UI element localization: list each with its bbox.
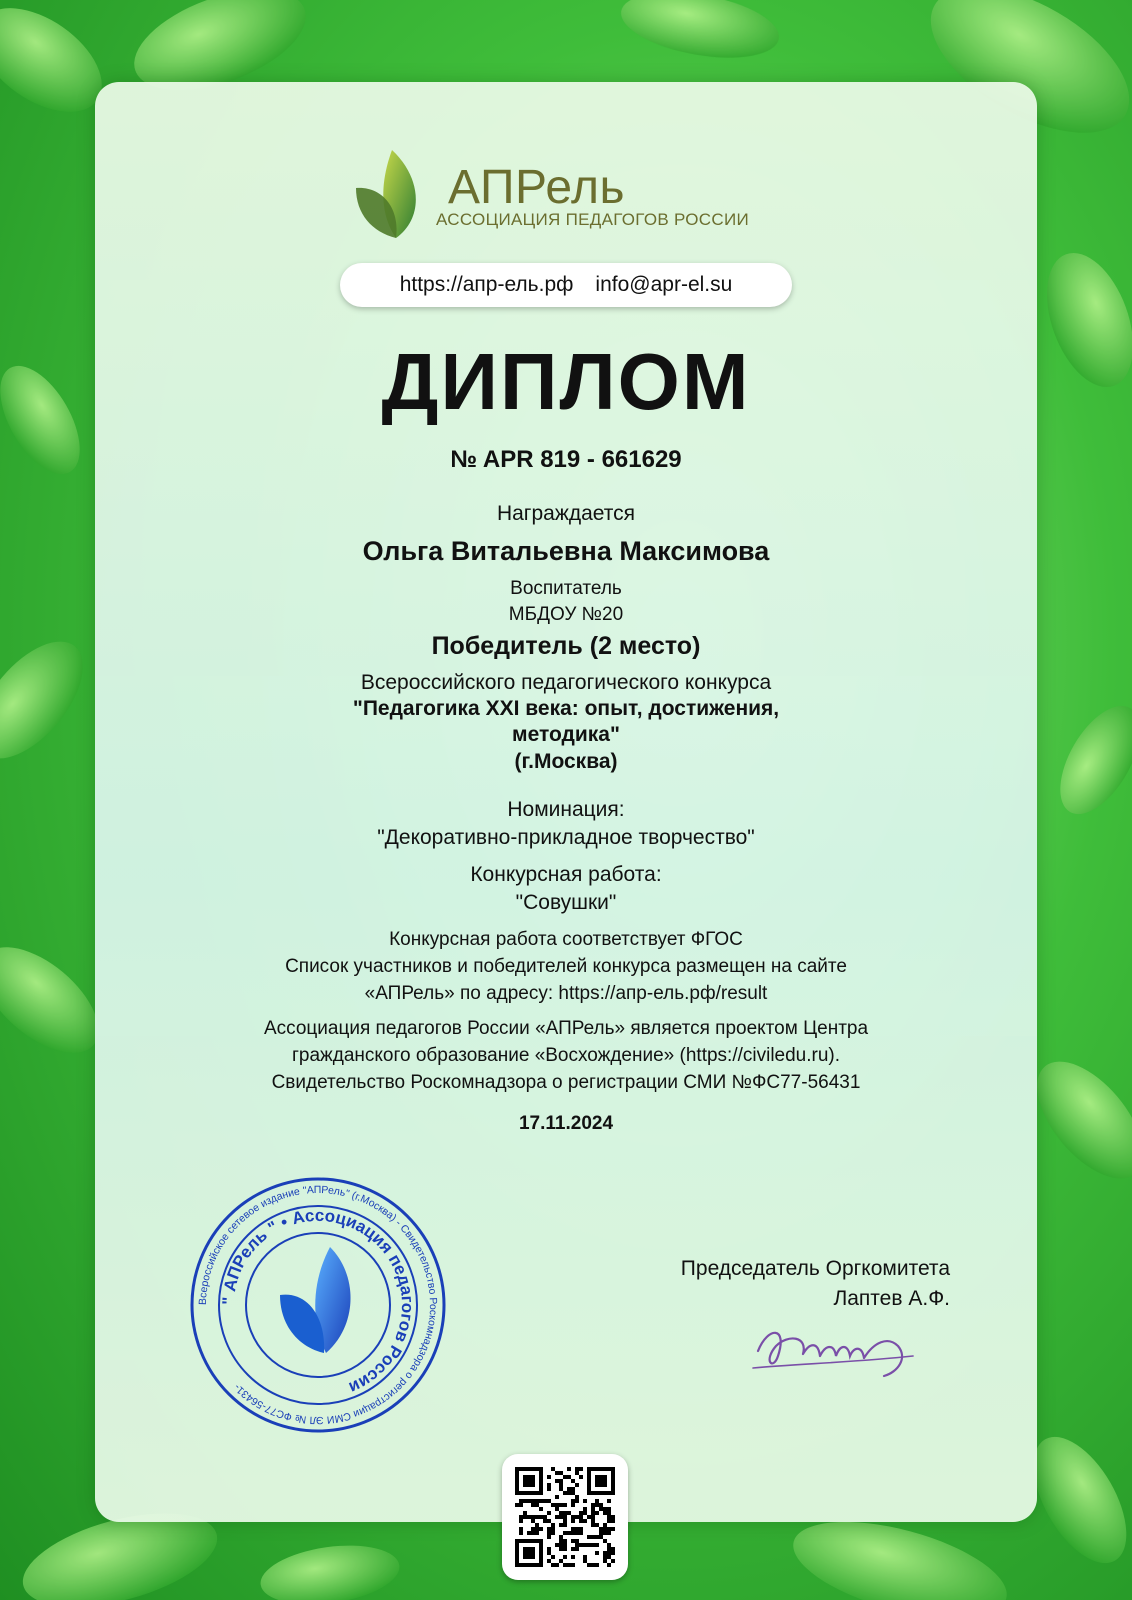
chairman-role: Председатель Оргкомитета [680, 1257, 950, 1280]
brand-subtitle: АССОЦИАЦИЯ ПЕДАГОГОВ РОССИИ [436, 210, 749, 229]
nomination-value: "Декоративно-прикладное творчество" [377, 826, 755, 849]
contest-name-line1: "Педагогика XXI века: опыт, достижения, [352, 697, 780, 720]
legal-line-3: Свидетельство Роскомнадзора о регистрации СМИ №ФС77-56431 [271, 1072, 861, 1093]
qr-code[interactable] [515, 1467, 615, 1567]
contacts-bar [340, 263, 792, 307]
contest-city: (г.Москва) [514, 750, 618, 773]
note-line-1: Конкурсная работа соответствует ФГОС [389, 929, 743, 950]
brand-name: АПРель [448, 161, 625, 214]
stamp-seal [188, 1175, 448, 1435]
note-line-2: Список участников и победителей конкурса размещен на сайте [285, 956, 847, 977]
contest-name-line2: методика" [512, 723, 620, 746]
legal-line-1: Ассоциация педагогов России «АПРель» является проектом Центра [263, 1018, 869, 1039]
nomination-label: Номинация: [507, 798, 625, 821]
email-link[interactable]: info@apr-el.su [595, 273, 733, 296]
diploma-title: ДИПЛОМ [381, 337, 751, 426]
diploma-date: 17.11.2024 [518, 1113, 614, 1134]
website-link[interactable]: https://апр-ель.рф [399, 273, 574, 296]
signature-block [600, 1254, 950, 1314]
diploma-number: № APR 819 - 661629 [450, 446, 682, 473]
awarded-label: Награждается [496, 502, 636, 525]
contest-prefix: Всероссийского педагогического конкурса [360, 671, 772, 694]
signature [748, 1306, 923, 1386]
note-line-3: «АПРель» по адресу: https://апр-ель.рф/result [364, 983, 768, 1004]
legal-line-2: гражданского образование «Восхождение» (https://civiledu.ru). [291, 1045, 841, 1066]
stamp-outer-text: Всероссийское сетевое издание "АПРель" (г.Москва) - Свидетельство Роскомнадзора о регистрации СМИ ЭЛ № ФС77-56431- [196, 1183, 440, 1427]
recipient-organization: МБДОУ №20 [508, 604, 624, 625]
work-value: "Совушки" [515, 891, 617, 914]
award-result: Победитель (2 место) [431, 632, 701, 660]
chairman-name: Лаптев А.Ф. [833, 1287, 950, 1310]
qr-code-frame[interactable] [502, 1454, 628, 1580]
recipient-name: Ольга Витальевна Максимова [362, 536, 770, 566]
work-label: Конкурсная работа: [470, 863, 662, 886]
stamp-inner-text: " АПРель " • Ассоциация педагогов России [218, 1205, 418, 1398]
recipient-position: Воспитатель [510, 578, 622, 599]
leaf-logo-icon [352, 148, 424, 240]
